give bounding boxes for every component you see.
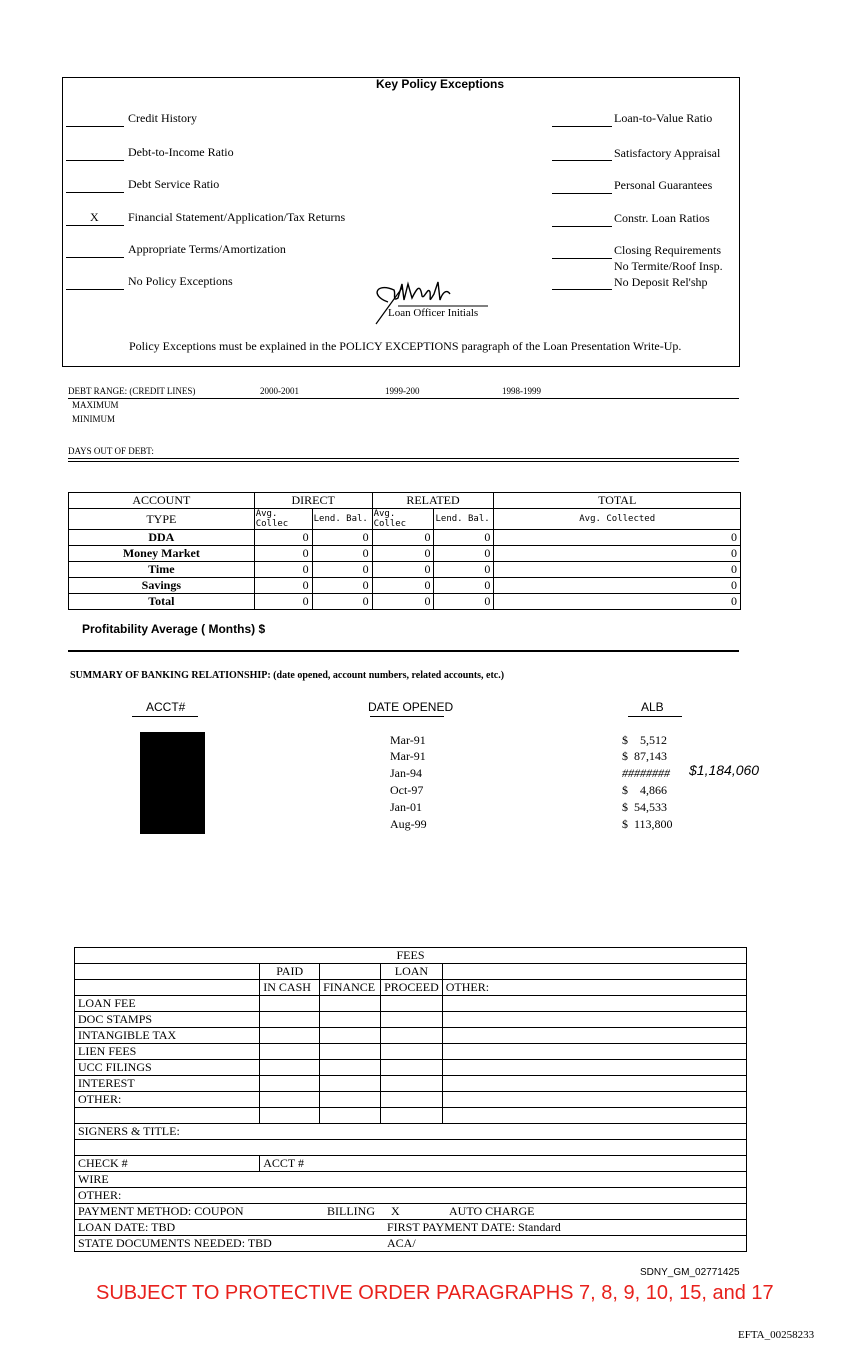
row-type: Savings [69, 578, 255, 594]
cell: 0 [312, 530, 372, 546]
row-type: Total [69, 594, 255, 610]
summary-alb-handwritten: $1,184,060 [689, 762, 760, 778]
policy-item-deposit: No Deposit Rel'shp [614, 275, 708, 289]
policy-item-debt-to-income: Debt-to-Income Ratio [128, 145, 234, 159]
table-row [75, 1108, 747, 1124]
policy-item-closing: Closing Requirements [614, 243, 721, 257]
policy-item-constr-ratios: Constr. Loan Ratios [614, 211, 710, 225]
efta-number: EFTA_00258233 [738, 1329, 815, 1341]
officer-initials-label: Loan Officer Initials [388, 307, 479, 319]
policy-item-ltv: Loan-to-Value Ratio [614, 111, 713, 125]
policy-item-no-exceptions: No Policy Exceptions [128, 274, 233, 288]
days-out-of-debt: DAYS OUT OF DEBT: [68, 446, 154, 456]
table-row [75, 1076, 747, 1092]
fee-name: OTHER: [75, 1092, 260, 1108]
cell: 0 [434, 578, 494, 594]
summary-date: Jan-01 [390, 800, 422, 814]
cell: 0 [494, 530, 741, 546]
summary-header-alb: ALB [641, 700, 664, 714]
sub-total-avg: Avg. Collected [494, 509, 741, 530]
cell: 0 [312, 562, 372, 578]
table-row [75, 1044, 747, 1060]
payment-method: PAYMENT METHOD: COUPON [78, 1204, 244, 1218]
debt-minimum: MINIMUM [72, 414, 116, 424]
cell: 0 [254, 594, 312, 610]
cell: 0 [434, 546, 494, 562]
debt-year-3: 1998-1999 [502, 386, 541, 396]
fee-name: INTEREST [75, 1076, 260, 1092]
cell [320, 964, 381, 980]
cell: 0 [372, 530, 434, 546]
redaction-block [140, 732, 205, 834]
sub-direct-avg: Avg. Collec [254, 509, 312, 530]
debt-range-label: DEBT RANGE: (CREDIT LINES) [68, 386, 196, 396]
policy-item-termite: No Termite/Roof Insp. [614, 259, 723, 273]
policy-item-terms: Appropriate Terms/Amortization [128, 242, 286, 256]
cell: 0 [372, 562, 434, 578]
fees-header-paid: PAID [260, 964, 320, 980]
table-row [69, 578, 741, 594]
table-row [75, 1092, 747, 1108]
summary-date: Mar-91 [390, 733, 426, 747]
summary-alb: $ 4,866 [622, 783, 667, 797]
header-total: TOTAL [494, 493, 741, 509]
account-table [68, 492, 741, 610]
cell: 0 [372, 546, 434, 562]
fees-header-loan: LOAN [381, 964, 443, 980]
cell: 0 [254, 578, 312, 594]
header-direct: DIRECT [254, 493, 372, 509]
policy-item-financial-statement: Financial Statement/Application/Tax Returns [128, 210, 346, 224]
cell: 0 [312, 594, 372, 610]
summary-date: Mar-91 [390, 749, 426, 763]
summary-alb: $ 5,512 [622, 733, 667, 747]
cell: 0 [254, 546, 312, 562]
header-type: TYPE [69, 509, 255, 530]
sub-related-lend: Lend. Bal. [434, 509, 494, 530]
fees-header-finance: FINANCE [320, 980, 381, 996]
cell: 0 [494, 546, 741, 562]
fees-title: FEES [75, 948, 747, 964]
fee-name: LOAN FEE [75, 996, 260, 1012]
documents-value: ACA/ [387, 1236, 416, 1250]
header-related: RELATED [372, 493, 494, 509]
summary-title: SUMMARY OF BANKING RELATIONSHIP: (date opened, account numbers, related accounts, etc.) [70, 670, 505, 681]
loan-date: LOAN DATE: TBD [78, 1220, 176, 1234]
cell: 0 [254, 530, 312, 546]
row-type: DDA [69, 530, 255, 546]
summary-alb: ######## [622, 766, 670, 780]
cell: 0 [434, 530, 494, 546]
sub-direct-lend: Lend. Bal. [312, 509, 372, 530]
table-row [75, 996, 747, 1012]
summary-alb: $ 87,143 [622, 749, 667, 763]
summary-date: Oct-97 [390, 783, 424, 797]
fee-name: INTANGIBLE TAX [75, 1028, 260, 1044]
cell [442, 964, 746, 980]
summary-date: Aug-99 [390, 817, 427, 831]
bates-number: SDNY_GM_02771425 [640, 1267, 740, 1278]
fee-name: LIEN FEES [75, 1044, 260, 1060]
policy-item-credit-history: Credit History [128, 111, 197, 125]
cell: 0 [494, 578, 741, 594]
auto-charge-label: AUTO CHARGE [449, 1204, 535, 1218]
fee-name: UCC FILINGS [75, 1060, 260, 1076]
debt-year-1: 2000-2001 [260, 386, 299, 396]
sub-related-avg: Avg. Collec [372, 509, 434, 530]
table-row [69, 546, 741, 562]
acct-number: ACCT # [260, 1156, 747, 1172]
cell: 0 [494, 594, 741, 610]
table-row [69, 594, 741, 610]
signers-title: SIGNERS & TITLE: [75, 1124, 747, 1140]
debt-maximum: MAXIMUM [72, 400, 119, 410]
fee-name: DOC STAMPS [75, 1012, 260, 1028]
cell: 0 [494, 562, 741, 578]
cell: 0 [434, 562, 494, 578]
policy-title: Key Policy Exceptions [376, 77, 505, 91]
cell: 0 [434, 594, 494, 610]
debt-year-2: 1999-200 [385, 386, 420, 396]
cell [75, 964, 260, 980]
documents-needed: STATE DOCUMENTS NEEDED: TBD [78, 1236, 272, 1250]
table-row [75, 1012, 747, 1028]
protective-order-notice: SUBJECT TO PROTECTIVE ORDER PARAGRAPHS 7, 8, 9, 10, 15, and 17 [96, 1282, 774, 1304]
fees-header-proceed: PROCEED [381, 980, 443, 996]
policy-footnote: Policy Exceptions must be explained in the POLICY EXCEPTIONS paragraph of the Loan Presentation Write-Up. [129, 339, 682, 353]
summary-alb: $ 54,533 [622, 800, 667, 814]
billing-label: BILLING [327, 1204, 375, 1218]
table-row [69, 530, 741, 546]
policy-item-guarantees: Personal Guarantees [614, 178, 713, 192]
fees-header-incash: IN CASH [260, 980, 320, 996]
cell: 0 [312, 546, 372, 562]
first-payment-date: FIRST PAYMENT DATE: Standard [387, 1220, 561, 1234]
fees-table [74, 947, 747, 1252]
cell: 0 [372, 594, 434, 610]
cell [75, 980, 260, 996]
other-label: OTHER: [75, 1188, 747, 1204]
cell: 0 [372, 578, 434, 594]
summary-alb: $ 113,800 [622, 817, 673, 831]
profitability-average: Profitability Average ( Months) $ [82, 622, 266, 636]
table-row [75, 1028, 747, 1044]
policy-item-debt-service: Debt Service Ratio [128, 177, 220, 191]
table-row [69, 562, 741, 578]
fees-header-other: OTHER: [442, 980, 746, 996]
summary-date: Jan-94 [390, 766, 422, 780]
policy-item-appraisal: Satisfactory Appraisal [614, 146, 721, 160]
summary-header-date: DATE OPENED [368, 700, 454, 714]
policy-item-mark-x: X [90, 210, 99, 224]
row-type: Time [69, 562, 255, 578]
row-type: Money Market [69, 546, 255, 562]
check-number: CHECK # [75, 1156, 260, 1172]
cell: 0 [254, 562, 312, 578]
table-row [75, 1060, 747, 1076]
summary-header-acct: ACCT# [146, 700, 186, 714]
cell: 0 [312, 578, 372, 594]
billing-mark: X [391, 1204, 400, 1218]
header-account: ACCOUNT [69, 493, 255, 509]
wire-label: WIRE [75, 1172, 747, 1188]
